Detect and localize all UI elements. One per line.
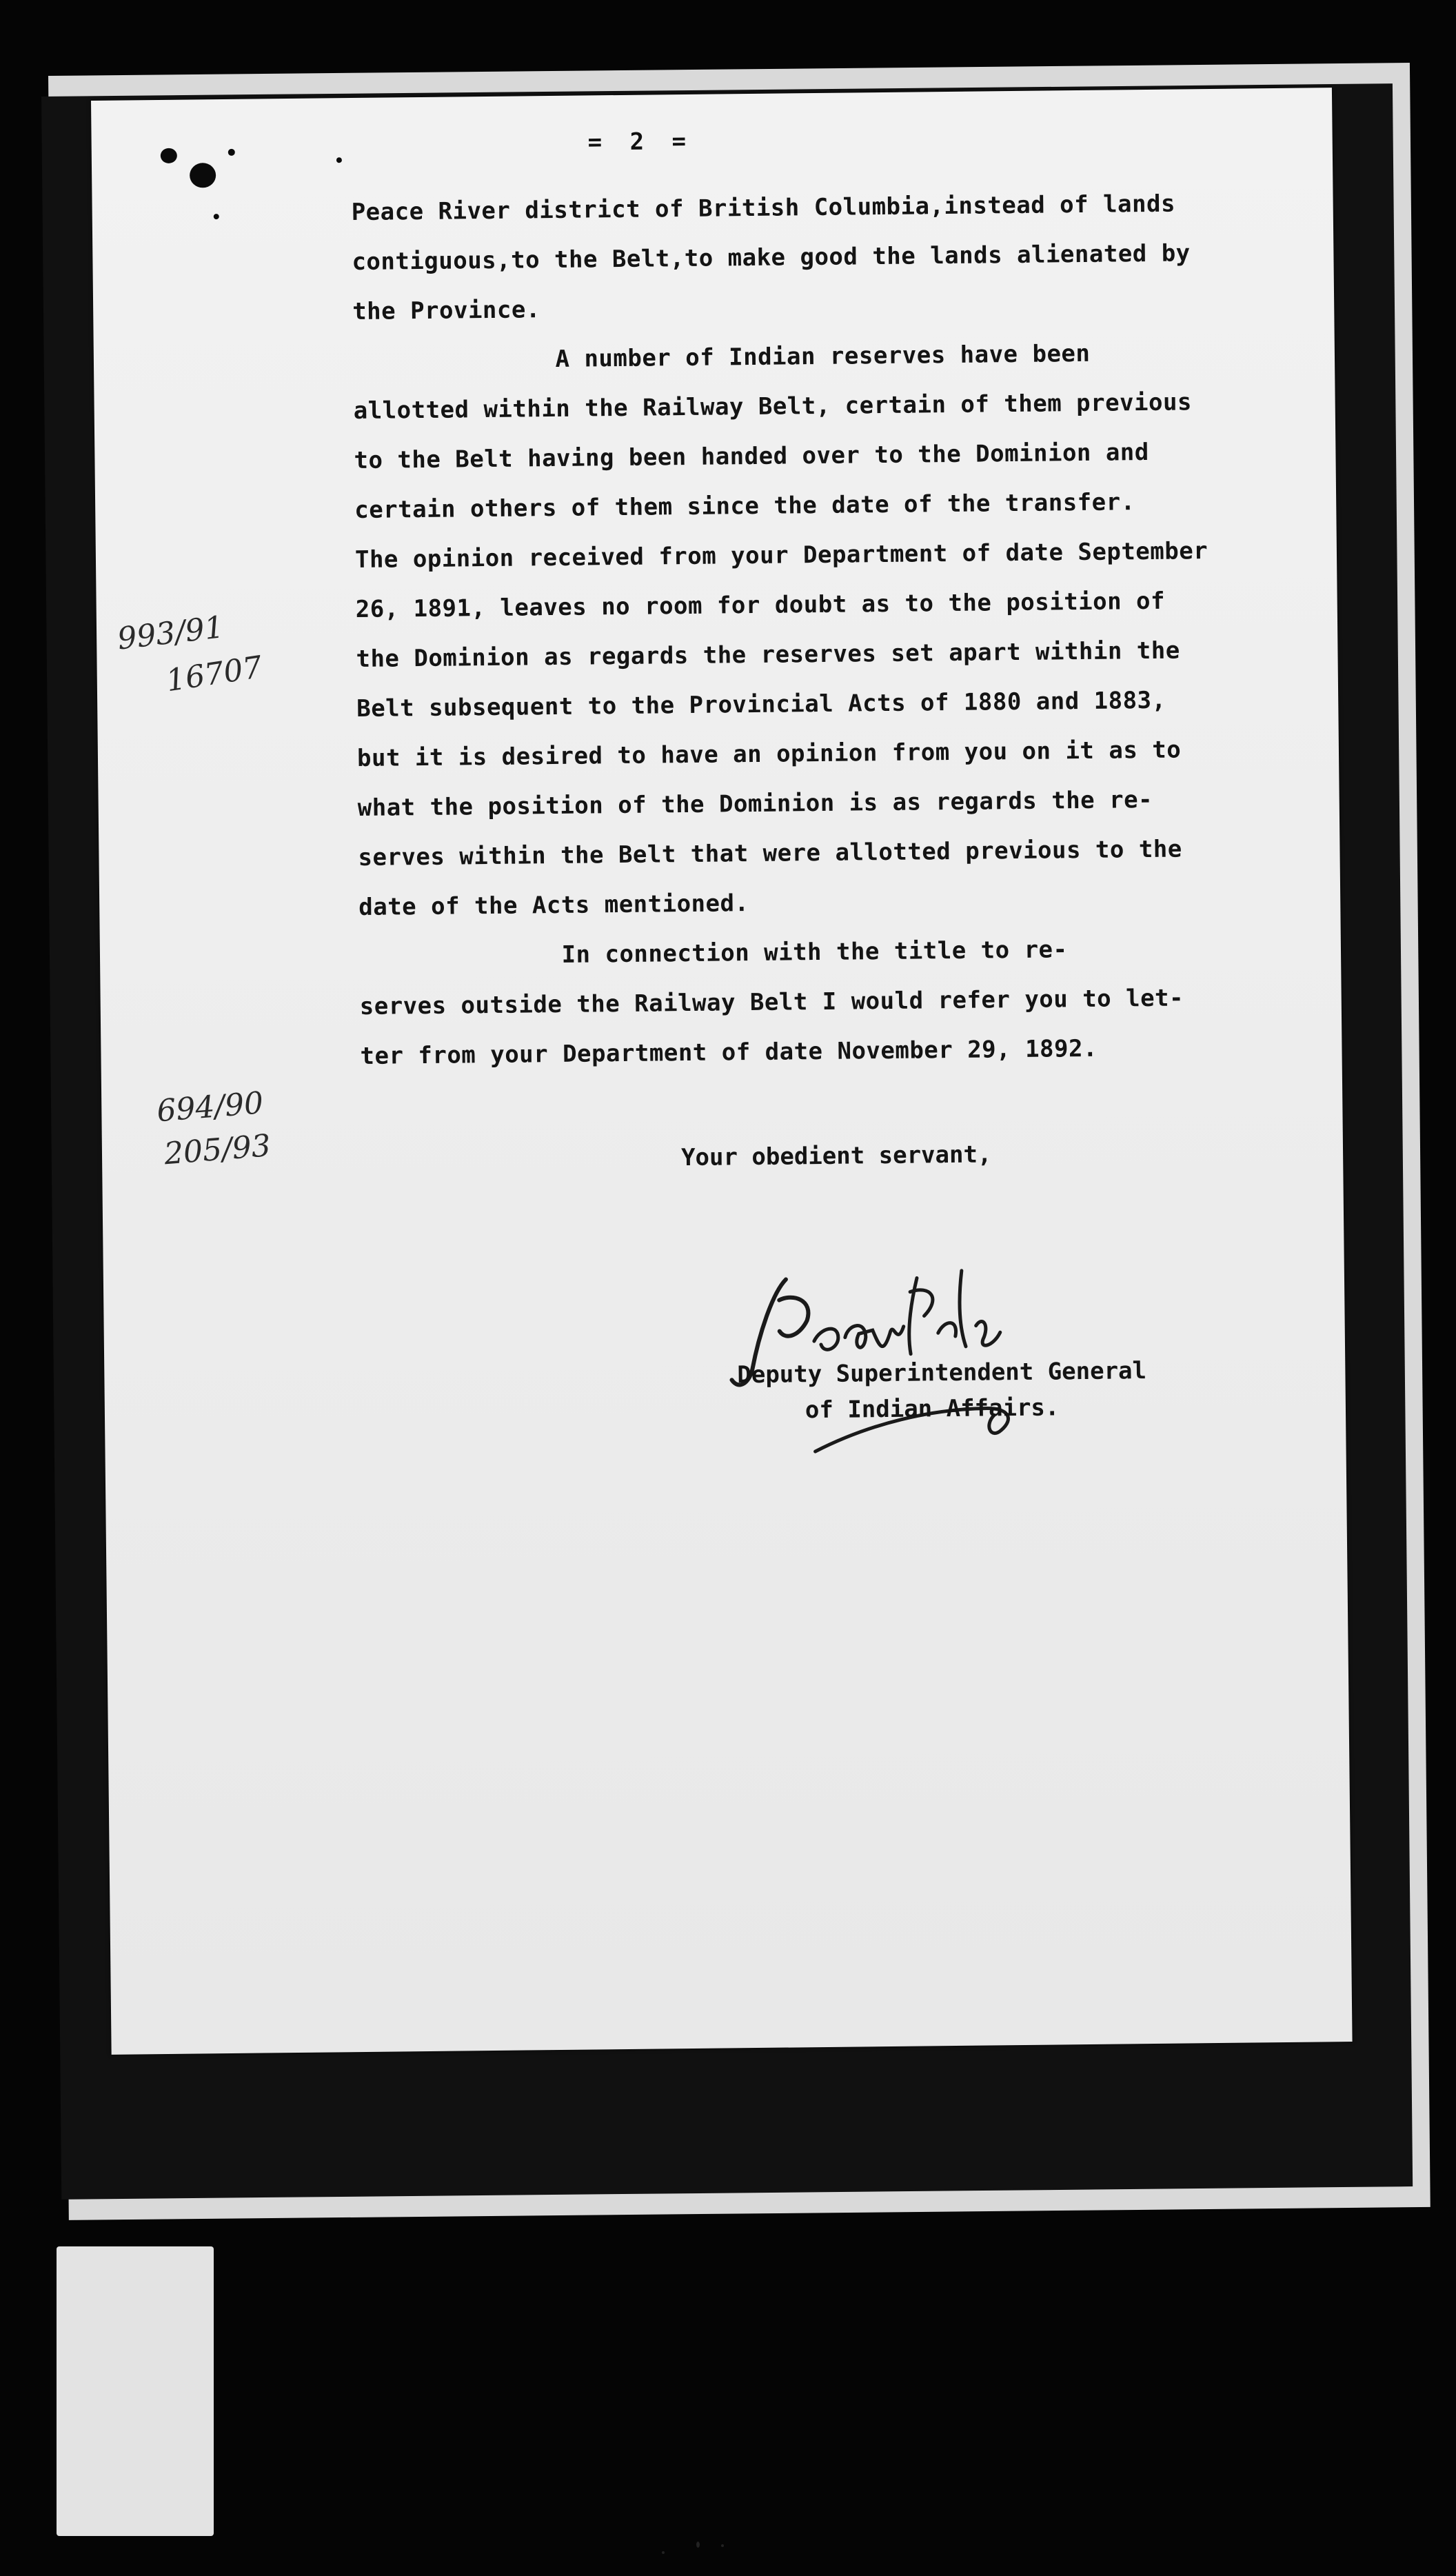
letter-body	[351, 178, 1284, 1081]
letter-page	[91, 88, 1353, 2055]
body-line: certain others of them since the date of the transfer.	[354, 488, 1135, 525]
dust-speck	[721, 2544, 724, 2547]
body-line: to the Belt having been handed over to the Dominion and	[354, 438, 1149, 475]
body-line: serves within the Belt that were allotted previous to the	[358, 835, 1182, 872]
body-line: allotted within the Railway Belt, certain of them previous	[353, 388, 1193, 425]
margin-note: 993/91	[115, 610, 226, 657]
body-line: the Province.	[352, 296, 541, 326]
body-line: The opinion received from your Department of date September	[354, 537, 1209, 574]
margin-note: 16707	[163, 649, 265, 699]
body-line: but it is desired to have an opinion from you on it as to	[356, 736, 1182, 773]
body-line: 26, 1891, leaves no room for doubt as to the position of	[355, 587, 1166, 624]
margin-note: 205/93	[163, 1128, 272, 1172]
body-line: serves outside the Railway Belt I would refer you to let-	[359, 984, 1184, 1020]
ink-blot	[214, 214, 219, 219]
body-line: contiguous,to the Belt,to make good the lands alienated by	[352, 239, 1191, 276]
ink-blot	[228, 149, 235, 156]
page-number: = 2 =	[587, 127, 694, 157]
body-line: the Dominion as regards the reserves set apart within the	[356, 636, 1180, 674]
body-line: Belt subsequent to the Provincial Acts of 1880 and 1883,	[356, 686, 1166, 723]
dust-speck	[696, 2542, 700, 2548]
closing-salutation: Your obedient servant,	[680, 1140, 992, 1172]
body-line: In connection with the title to re-	[358, 936, 1068, 971]
body-line: ter from your Department of date November 29, 1892.	[360, 1034, 1098, 1070]
body-line: what the position of the Dominion is as regards the re-	[357, 785, 1153, 823]
signatory-title-line2: of Indian Affairs.	[805, 1393, 1060, 1425]
signatory-title-line1: Deputy Superintendent General	[737, 1357, 1147, 1389]
body-line: Peace River district of British Columbia,instead of lands	[351, 190, 1176, 227]
ink-blot	[190, 163, 216, 188]
body-line: A number of Indian reserves have been	[352, 339, 1091, 376]
ink-blot	[161, 148, 177, 163]
dust-speck	[662, 2551, 665, 2554]
body-line: date of the Acts mentioned.	[358, 889, 749, 921]
margin-note: 694/90	[155, 1085, 265, 1129]
ink-blot	[336, 157, 342, 163]
film-label-tab	[57, 2246, 214, 2536]
